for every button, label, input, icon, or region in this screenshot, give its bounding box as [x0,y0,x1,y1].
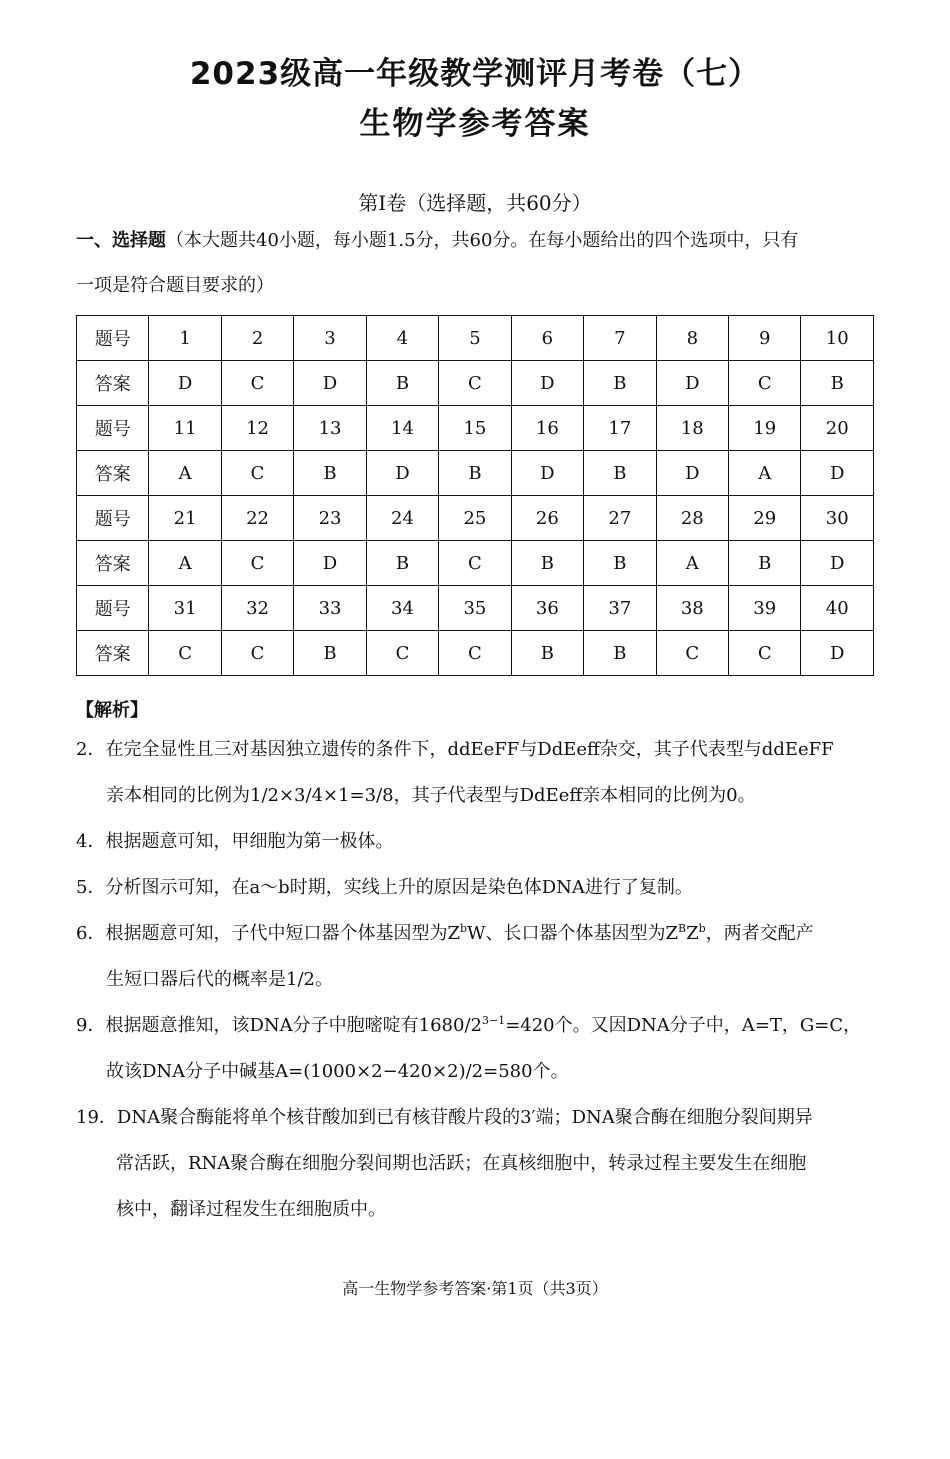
question-number-cell: 37 [584,586,656,631]
superscript: 3−1 [481,1014,506,1027]
question-number-cell: 13 [294,406,366,451]
question-number-cell: 6 [511,316,583,361]
section-desc-2: 一项是符合题目要求的） [76,275,274,296]
answer-cell: D [801,631,874,676]
question-number-cell: 12 [221,406,293,451]
answer-cell: C [729,631,801,676]
answer-cell: D [294,361,366,406]
question-number-cell: 5 [439,316,511,361]
answer-cell: C [656,631,728,676]
answer-cell: B [584,631,656,676]
answer-cell: D [366,451,438,496]
item-text: 在完全显性且三对基因独立遗传的条件下，ddEeFF与DdEeff杂交，其子代表型与ddEeFF [105,739,834,760]
answer-cell: C [729,361,801,406]
superscript: B [678,922,687,935]
question-number-cell: 4 [366,316,438,361]
section-label: 一、选择题 [76,230,166,251]
row-label: 答案 [77,451,149,496]
question-number-cell: 10 [801,316,874,361]
question-number-cell: 29 [729,496,801,541]
item-text: Z [686,923,699,944]
analysis-heading: 【解析】 [76,700,148,721]
exam-title: 2023级高一年级教学测评月考卷（七） [189,56,761,92]
row-label: 答案 [77,541,149,586]
answer-cell: C [221,361,293,406]
question-number-cell: 35 [439,586,511,631]
answer-cell: B [294,451,366,496]
item-number: 6． [76,923,106,944]
answer-cell: D [801,541,874,586]
row-label: 答案 [77,361,149,406]
answer-cell: B [584,541,656,586]
answer-cell: B [584,451,656,496]
superscript: b [459,922,468,935]
question-number-cell: 18 [656,406,728,451]
question-number-cell: 19 [729,406,801,451]
question-number-cell: 24 [366,496,438,541]
row-label: 题号 [77,316,149,361]
question-number-cell: 16 [511,406,583,451]
answer-row [77,541,874,586]
analysis-item-6 [76,911,876,1003]
exam-subtitle: 生物学参考答案 [359,106,591,142]
item-text: 根据题意可知，子代中短口器个体基因型为Z [105,923,460,944]
answer-cell: D [801,451,874,496]
answer-cell: B [801,361,874,406]
question-number-cell: 40 [801,586,874,631]
question-number-cell: 27 [584,496,656,541]
question-number-cell: 28 [656,496,728,541]
question-number-cell: 33 [294,586,366,631]
item-text: =420个。又因DNA分子中，A=T，G=C， [505,1015,862,1036]
answer-cell: B [511,541,583,586]
part-title: 第Ⅰ卷（选择题，共60分） [358,191,592,215]
question-number-row [77,316,874,361]
question-number-cell: 31 [149,586,221,631]
item-text: 生短口器后代的概率是1/2。 [106,969,333,990]
question-number-cell: 8 [656,316,728,361]
answer-cell: A [729,451,801,496]
answer-cell: C [366,631,438,676]
item-text: ，两者交配产 [705,923,814,944]
answer-cell: C [439,541,511,586]
question-number-cell: 39 [729,586,801,631]
answer-row [77,361,874,406]
question-number-row [77,496,874,541]
answer-cell: C [221,631,293,676]
answer-cell: A [149,541,221,586]
answer-cell: D [294,541,366,586]
analysis-item-4 [76,819,876,865]
question-number-cell: 36 [511,586,583,631]
analysis-item-2 [76,727,876,819]
question-number-row [77,586,874,631]
question-number-cell: 21 [149,496,221,541]
answer-cell: D [656,451,728,496]
answer-cell: B [294,631,366,676]
question-number-cell: 23 [294,496,366,541]
question-number-cell: 14 [366,406,438,451]
answer-cell: B [366,361,438,406]
question-number-cell: 2 [221,316,293,361]
question-number-cell: 3 [294,316,366,361]
answer-cell: C [439,361,511,406]
item-text: 故该DNA分子中碱基A=(1000×2−420×2)/2=580个。 [106,1061,569,1082]
answer-row [77,631,874,676]
question-number-cell: 30 [801,496,874,541]
item-text: 常活跃，RNA聚合酶在细胞分裂间期也活跃；在真核细胞中，转录过程主要发生在细胞 [116,1153,807,1174]
answer-cell: D [511,451,583,496]
question-number-cell: 9 [729,316,801,361]
item-number: 19． [76,1107,117,1128]
item-text: 分析图示可知，在a～b时期，实线上升的原因是染色体DNA进行了复制。 [105,877,693,898]
question-number-cell: 15 [439,406,511,451]
answer-cell: C [221,451,293,496]
item-number: 9． [76,1015,106,1036]
question-number-cell: 25 [439,496,511,541]
question-number-row [77,406,874,451]
item-number: 2． [76,739,106,760]
answer-cell: D [149,361,221,406]
answer-cell: C [439,631,511,676]
item-text: DNA聚合酶能将单个核苷酸加到已有核苷酸片段的3′端；DNA聚合酶在细胞分裂间期异 [116,1107,813,1128]
answer-cell: A [149,451,221,496]
question-number-cell: 11 [149,406,221,451]
row-label: 答案 [77,631,149,676]
answer-cell: C [221,541,293,586]
item-number: 4． [76,831,106,852]
answer-cell: C [149,631,221,676]
question-number-cell: 38 [656,586,728,631]
row-label: 题号 [77,586,149,631]
item-text: 根据题意可知，甲细胞为第一极体。 [105,831,394,852]
answer-cell: B [366,541,438,586]
analysis-item-19 [76,1095,876,1233]
question-number-cell: 22 [221,496,293,541]
section-intro-line1 [76,218,876,263]
section-intro [76,218,876,308]
question-number-cell: 34 [366,586,438,631]
answer-cell: B [729,541,801,586]
item-text: W、长口器个体基因型为Z [467,923,679,944]
answer-cell: B [511,631,583,676]
analysis-item-9 [76,1003,876,1095]
answer-cell: B [439,451,511,496]
question-number-cell: 1 [149,316,221,361]
answer-cell: A [656,541,728,586]
question-number-cell: 20 [801,406,874,451]
superscript: b [698,922,706,935]
analysis-item-5 [76,865,876,911]
answer-cell: D [656,361,728,406]
answer-cell: B [584,361,656,406]
page-footer: 高一生物学参考答案·第1页（共3页） [342,1279,608,1298]
answer-row [77,451,874,496]
answer-cell: D [511,361,583,406]
row-label: 题号 [77,496,149,541]
row-label: 题号 [77,406,149,451]
answer-table [76,315,874,676]
question-number-cell: 17 [584,406,656,451]
section-desc-1: （本大题共40小题，每小题1.5分，共60分。在每小题给出的四个选项中，只有 [166,230,799,251]
question-number-cell: 26 [511,496,583,541]
question-number-cell: 32 [221,586,293,631]
question-number-cell: 7 [584,316,656,361]
item-text: 根据题意推知，该DNA分子中胞嘧啶有1680/2 [105,1015,482,1036]
item-text: 核中，翻译过程发生在细胞质中。 [116,1199,386,1220]
item-number: 5． [76,877,106,898]
item-text: 亲本相同的比例为1/2×3/4×1=3/8，其子代表型与DdEeff亲本相同的比例为0。 [106,785,756,806]
